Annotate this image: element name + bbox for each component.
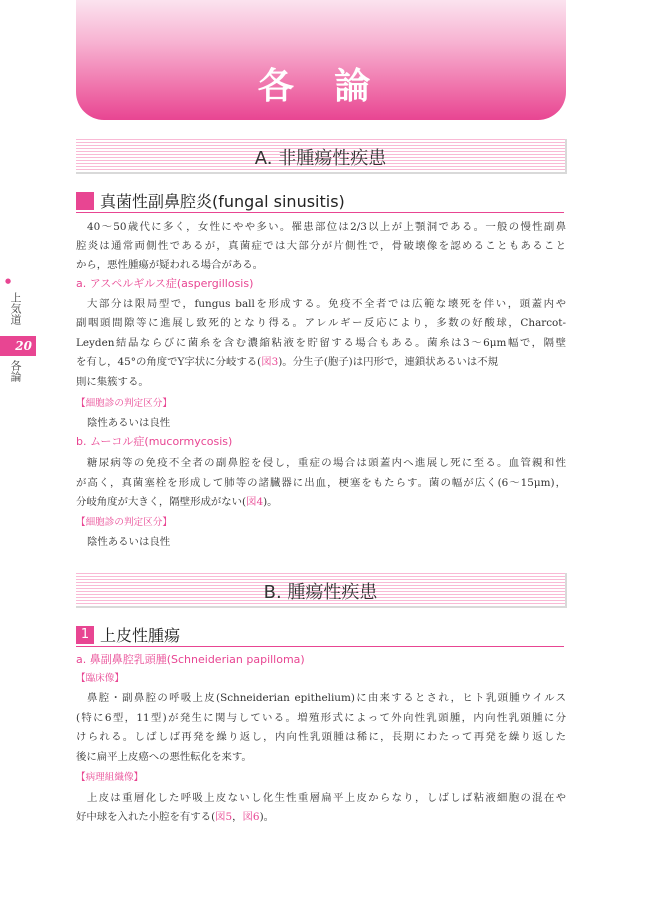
- section-a-header: [76, 139, 567, 174]
- paragraph-line: Leyden結晶ならびに菌糸を含む濃縮粘液を貯留する場合もある。菌糸は3〜6μm幅で，隔壁: [76, 337, 566, 349]
- page-number: 20: [0, 336, 36, 356]
- chapter-banner: [76, 0, 566, 120]
- chapter-title: 各 論: [257, 65, 385, 107]
- epithelial-heading: [76, 623, 564, 647]
- paragraph-line: (特に6型，11型)が発生に関与している。増殖形式によって外向性乳頭腫，内向性乳頭腫に分: [76, 712, 566, 724]
- paragraph-line: 上皮は重層化した呼吸上皮ないし化生性重層扁平上皮からなり，しばしば粘液細胞の混在や: [87, 792, 566, 804]
- text-segment: ，: [232, 811, 243, 823]
- papilloma-heading: a. 鼻副鼻腔乳頭腫(Schneiderian papilloma): [76, 653, 305, 666]
- cytology-label: 【細胞診の判定区分】: [76, 398, 172, 409]
- cytology-result: 陰性あるいは良性: [87, 417, 171, 429]
- figure-ref-link[interactable]: 図5: [215, 811, 233, 823]
- side-category: 上気道: [9, 292, 22, 325]
- fungal-heading: [76, 189, 564, 213]
- section-b-header: [76, 573, 567, 608]
- heading-marker: 1: [76, 626, 94, 644]
- figure-ref-link[interactable]: 図3: [261, 356, 279, 368]
- pathology-label: 【病理組織像】: [76, 772, 144, 783]
- paragraph-line: [76, 808, 566, 823]
- section-b-title: B. 腫瘍性疾患: [263, 581, 378, 603]
- paragraph-line: 則に集簇する。: [76, 376, 149, 388]
- text-segment: 好中球を入れた小腔を有する(: [76, 811, 216, 823]
- text-segment: 分岐角度が大きく，隔壁形成がない(: [76, 496, 247, 508]
- paragraph-line: [76, 353, 566, 368]
- paragraph-line: 40〜50歳代に多く，女性にやや多い。罹患部位は2/3以上が上顎洞である。一般の慢性副鼻: [87, 221, 566, 233]
- text-segment: )。分生子(胞子)は円形で，連鎖状あるいは不規: [278, 356, 498, 368]
- side-subtitle: 各論: [9, 360, 22, 382]
- text-segment: を有し，45°の角度でY字状に分岐する(: [76, 356, 262, 368]
- clinical-label: 【臨床像】: [76, 673, 124, 684]
- paragraph-line: 腔炎は通常両側性であるが，真菌症では大部分が片側性で，骨破壊像を認めることもあること: [76, 240, 566, 252]
- paragraph-line: けられる。しばしば再発を繰り返し，内向性乳頭腫は稀に，長期にわたって再発を繰り返した: [76, 731, 566, 743]
- paragraph-line: が高く，真菌塞栓を形成して肺等の諸臓器に出血，梗塞をもたらす。菌の幅が広く(6〜15μm)，: [76, 477, 566, 489]
- paragraph-line: [76, 493, 566, 508]
- cytology-label: 【細胞診の判定区分】: [76, 517, 172, 528]
- text-segment: )。: [259, 811, 275, 823]
- paragraph-line: 副咽頭間隙等に進展し致死的となり得る。アレルギー反応により，多数の好酸球，Charcot-: [76, 317, 566, 329]
- epithelial-heading-title: 上皮性腫瘍: [100, 626, 181, 645]
- bullet-dot-icon: ●: [5, 277, 12, 285]
- paragraph-line: 大部分は限局型で，fungus ballを形成する。免疫不全者では広範な壊死を伴い，頭蓋内や: [87, 298, 566, 310]
- aspergillosis-heading: a. アスペルギルス症(aspergillosis): [76, 277, 254, 290]
- figure-ref-link[interactable]: 図6: [242, 811, 260, 823]
- figure-ref-link[interactable]: 図4: [246, 496, 264, 508]
- paragraph-line: 鼻腔・副鼻腔の呼吸上皮(Schneiderian epithelium)に由来するとされ，ヒト乳頭腫ウイルス: [87, 692, 566, 704]
- fungal-heading-title: 真菌性副鼻腔炎(fungal sinusitis): [100, 192, 345, 211]
- cytology-result: 陰性あるいは良性: [87, 536, 171, 548]
- section-a-title: A. 非腫瘍性疾患: [254, 147, 387, 169]
- side-index-tab: [0, 270, 40, 400]
- text-segment: )。: [263, 496, 278, 508]
- heading-marker: [76, 192, 94, 210]
- paragraph-line: から，悪性腫瘍が疑われる場合がある。: [76, 259, 264, 271]
- mucormycosis-heading: b. ムーコル症(mucormycosis): [76, 435, 233, 448]
- paragraph-line: 後に扁平上皮癌への悪性転化を来す。: [76, 751, 252, 763]
- paragraph-line: 糖尿病等の免疫不全者の副鼻腔を侵し，重症の場合は頭蓋内へ進展し死に至る。血管親和性: [87, 457, 566, 469]
